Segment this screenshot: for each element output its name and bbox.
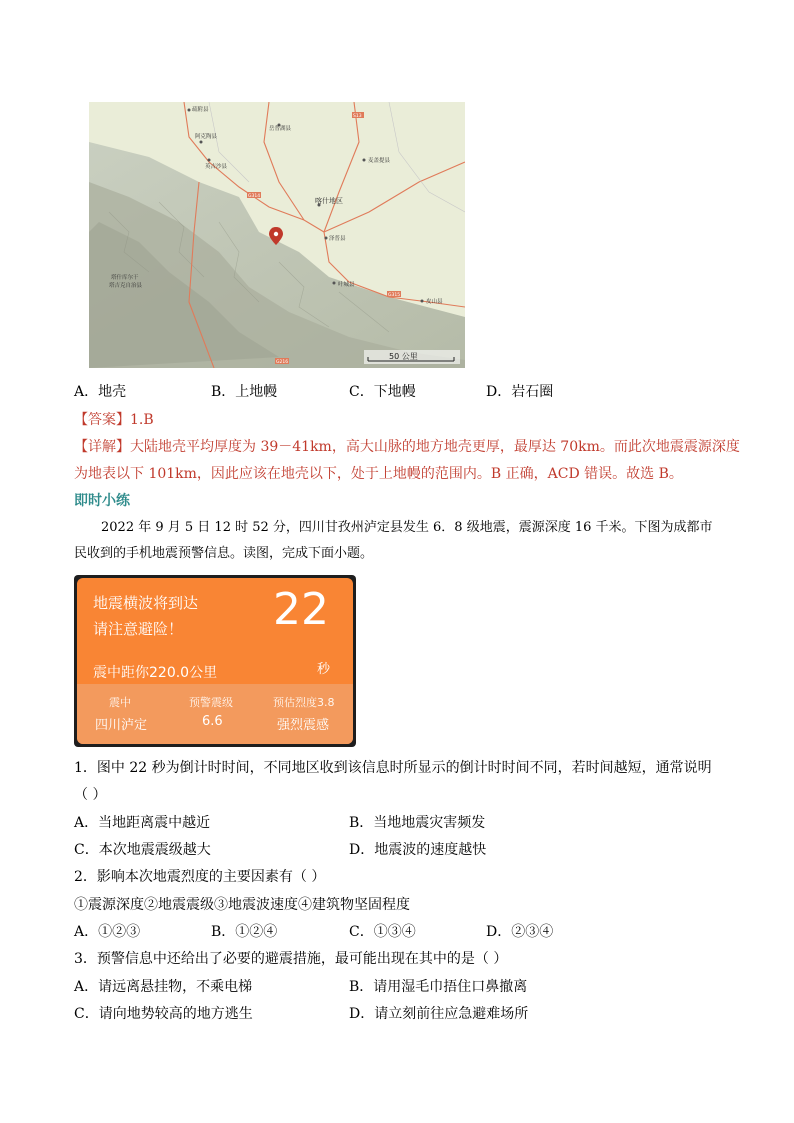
map-label: 阿克陶县 [195,134,218,140]
intro-line-1: 2022 年 9 月 5 日 12 时 52 分，四川甘孜州泸定县发生 6．8 级地震，震源深度 16 千米。下图为成都市 [101,520,713,535]
intensity-label: 预估烈度3.8 [273,696,335,709]
alert-distance: 震中距你220.0公里 [93,665,218,681]
explanation-line-2: 为地表以下 101km，因此应该在地壳以下，处于上地幔的范围内。B 正确，ACD 错误。故选 B。 [74,466,683,482]
q2-option-c: C．①③④ [349,924,416,940]
question-2-stem: 2．影响本次地震烈度的主要因素有（ ） [74,869,326,885]
alert-title-line1: 地震横波将到达 [93,594,199,612]
map-label: 岳普湖县 [269,126,292,132]
scale-bar [364,350,460,364]
option-c: C．下地幔 [349,384,416,400]
intensity-value: 强烈震感 [277,718,330,733]
earthquake-alert-card [74,575,356,747]
q1-option-d: D．地震波的速度越快 [349,842,487,858]
epicenter-value: 四川泸定 [95,718,148,733]
terrain-map [89,102,465,368]
q1-option-b: B．当地地震灾害频发 [349,815,486,831]
epicenter-label: 震中 [109,696,131,709]
map-label: 疏附县 [192,107,209,113]
magnitude-value: 6.6 [202,714,223,729]
map-label: 麦盖提县 [368,158,391,164]
alert-title-line2: 请注意避险！ [93,620,184,638]
explanation-line-1: 【详解】大陆地壳平均厚度为 39－41km，高大山脉的地方地壳更厚，最厚达 70km。而此次地震震源深度 [74,439,740,455]
question-2-factors: ①震源深度②地震震级③地震波速度④建筑物坚固程度 [74,897,410,913]
map-label: 叶城县 [338,282,355,288]
map-label: 塔什库尔干 [111,275,139,281]
alert-countdown: 22 [273,584,329,635]
question-1-stem: 1．图中 22 秒为倒计时时间，不同地区收到该信息时所显示的倒计时时间不同，若时间越短，通常说明 [74,760,712,776]
map-label: 泽普县 [329,236,346,242]
q1-option-a: A．当地距离震中越近 [74,815,211,831]
q2-option-a: A．①②③ [74,924,141,940]
section-title: 即时小练 [74,493,130,509]
road-shield: S13 [353,114,362,119]
map-label: 塔吉克自治县 [109,283,143,289]
q3-option-b: B．请用湿毛巾捂住口鼻撤离 [349,979,528,995]
q3-option-a: A．请远离悬挂物，不乘电梯 [74,979,253,995]
q1-option-c: C．本次地震震级越大 [74,842,211,858]
q3-option-c: C．请向地势较高的地方逃生 [74,1006,253,1022]
map-label: 皮山县 [426,299,443,305]
q3-option-d: D．请立刻前往应急避难场所 [349,1006,529,1022]
map-label: 英吉沙县 [205,164,228,170]
map-label: 喀什地区 [315,197,343,205]
magnitude-label: 预警震级 [189,696,233,709]
option-b: B．上地幔 [211,384,278,400]
alert-countdown-unit: 秒 [317,662,331,677]
q2-option-b: B．①②④ [211,924,278,940]
q2-option-d: D．②③④ [486,924,554,940]
road-shield: G315 [388,293,401,298]
question-1-paren: （ ） [74,787,107,803]
scale-label: 50 公里 [389,352,418,361]
road-shield: G314 [248,194,261,199]
alert-footer [77,684,353,744]
option-d: D．岩石圈 [486,384,554,400]
intro-line-2: 民收到的手机地震预警信息。读图，完成下面小题。 [74,546,374,561]
option-a: A．地壳 [74,384,127,400]
question-3-stem: 3．预警信息中还给出了必要的避震措施，最可能出现在其中的是（ ） [74,951,508,967]
road-shield: G216 [276,360,289,365]
answer: 【答案】1.B [74,412,154,428]
